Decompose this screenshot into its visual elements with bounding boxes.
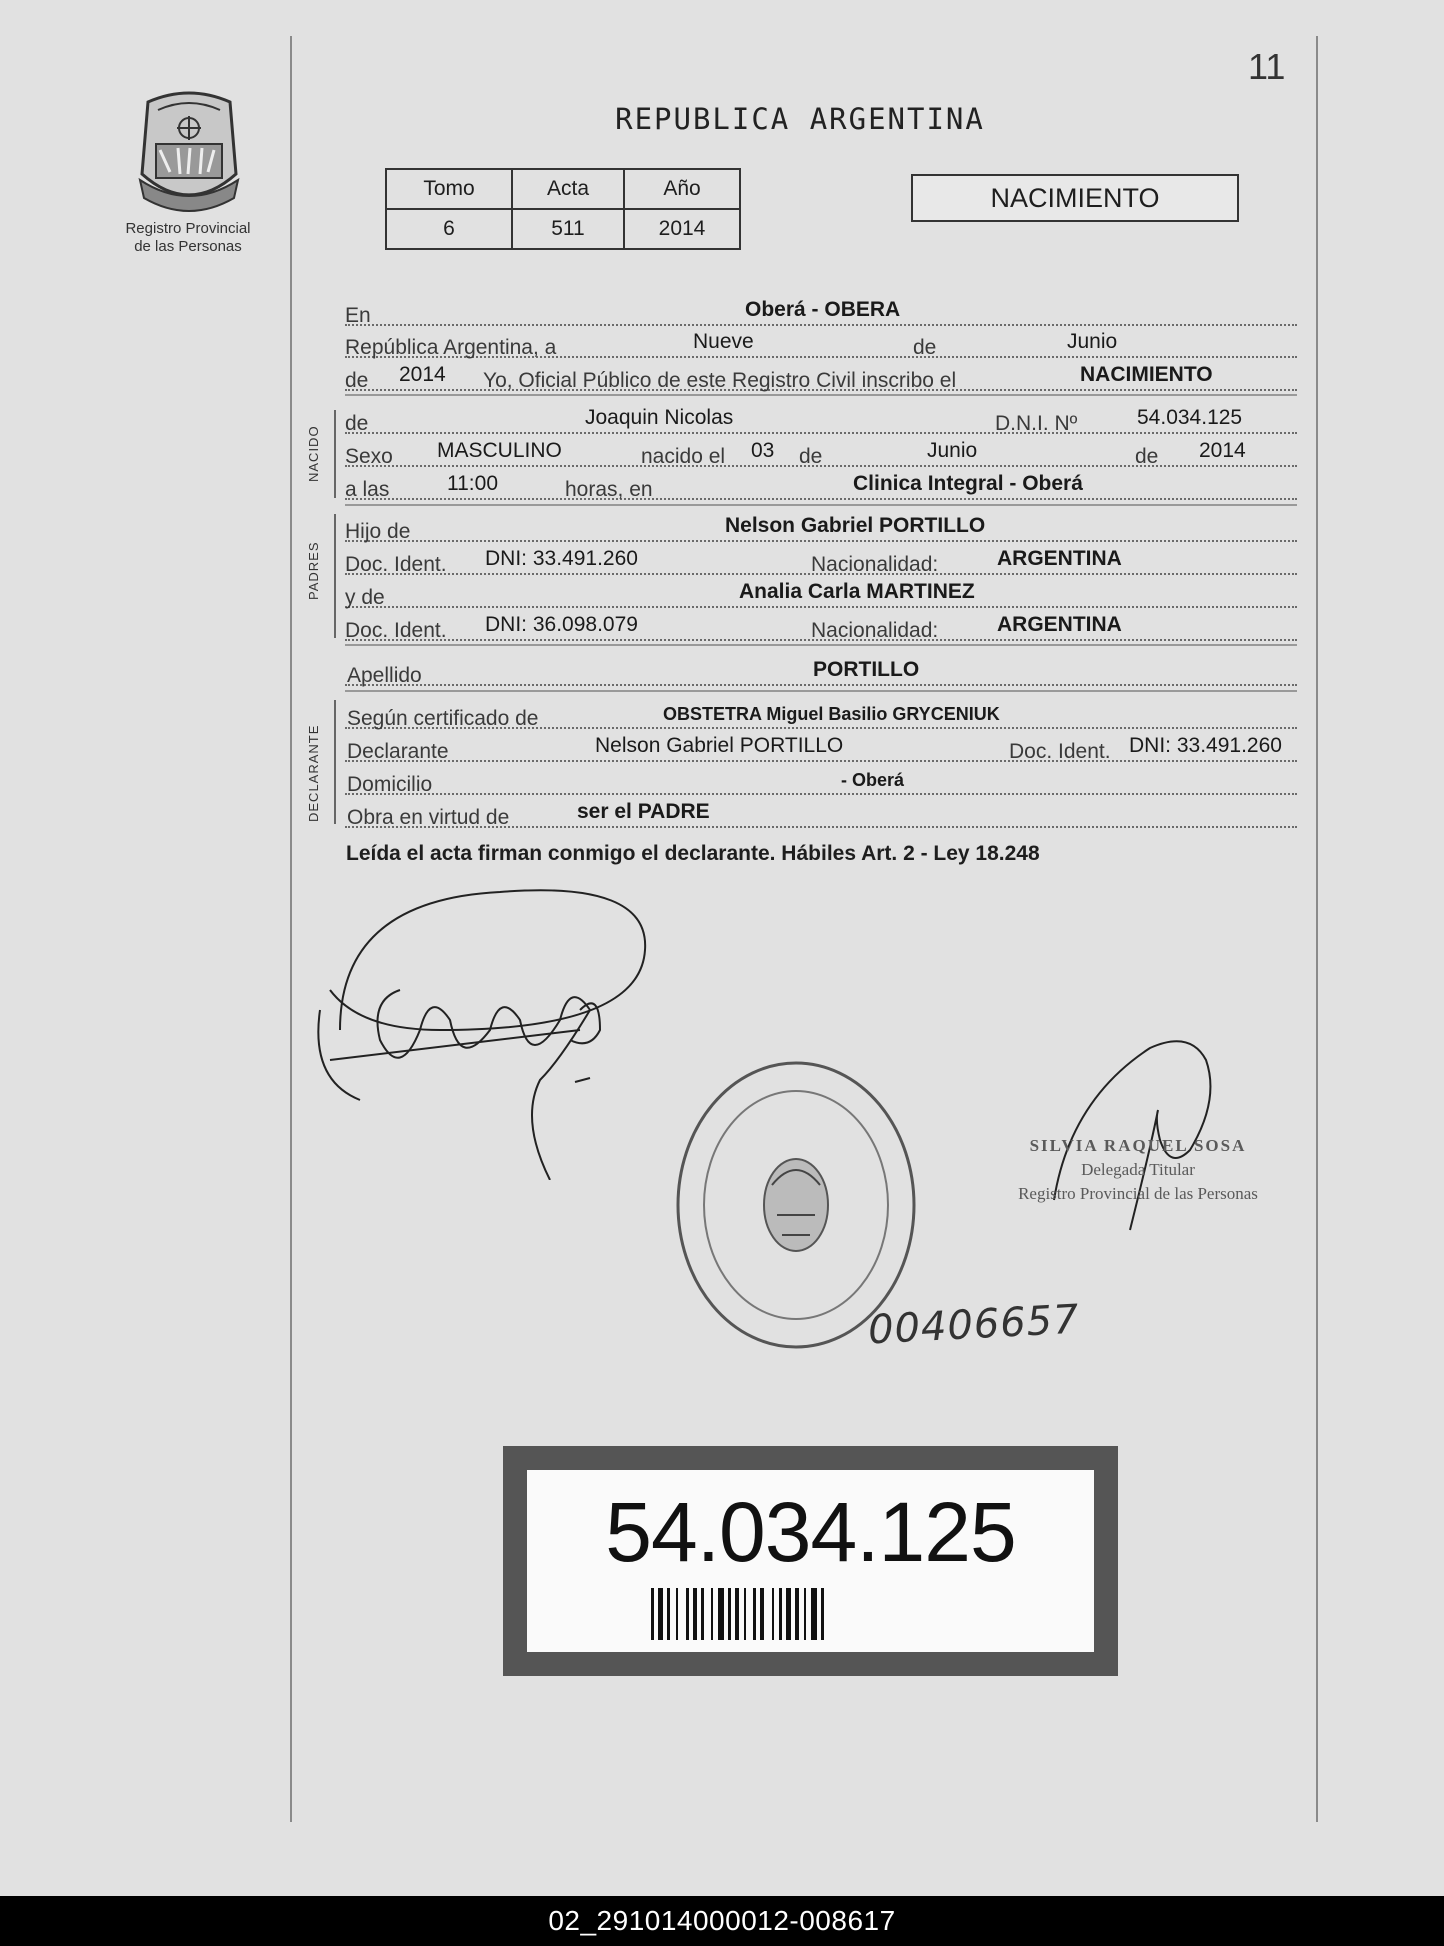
line-time-place xyxy=(345,464,1297,500)
cert-label: Según certificado de xyxy=(347,707,539,730)
registry-caption-line2: de las Personas xyxy=(134,238,242,255)
de-label: de xyxy=(345,412,369,435)
dni-sticker-number: 54.034.125 xyxy=(605,1485,1016,1579)
birth-day: 03 xyxy=(751,439,775,462)
alas-label: a las xyxy=(345,478,390,501)
line-sex-birth xyxy=(345,431,1297,467)
sexo-value: MASCULINO xyxy=(437,439,562,462)
birth-year: 2014 xyxy=(1199,439,1246,462)
de-label: de xyxy=(913,336,937,359)
registry-caption xyxy=(100,220,276,256)
barcode-bar xyxy=(744,1588,746,1640)
dni-sticker xyxy=(503,1446,1118,1676)
closing-statement: Leída el acta firman conmigo el declarante. Hábiles Art. 2 - Ley 18.248 xyxy=(346,842,1040,865)
line-declarant xyxy=(345,726,1297,762)
barcode-bar xyxy=(811,1588,817,1640)
acta-header: Acta xyxy=(512,169,624,209)
anio-value: 2014 xyxy=(624,209,740,249)
barcode-bar xyxy=(821,1588,824,1640)
yde-label: y de xyxy=(345,586,385,609)
tomo-value: 6 xyxy=(386,209,512,249)
anio-header: Año xyxy=(624,169,740,209)
handwritten-number: 00406657 xyxy=(866,1296,1081,1354)
doc-label: Doc. Ident. xyxy=(1009,740,1111,763)
officer-role: Delegada Titular xyxy=(1081,1160,1195,1179)
obra-label: Obra en virtud de xyxy=(347,806,510,829)
mother-nationality: ARGENTINA xyxy=(997,613,1122,636)
de2-label: de xyxy=(345,369,369,392)
birth-place: Clinica Integral - Oberá xyxy=(853,472,1083,495)
tomo-header: Tomo xyxy=(386,169,512,209)
barcode-bar xyxy=(658,1588,663,1640)
mother-doc: DNI: 36.098.079 xyxy=(485,613,638,636)
child-name: Joaquin Nicolas xyxy=(585,406,734,429)
officer-name: SILVIA RAQUEL SOSA xyxy=(1029,1136,1247,1155)
registry-caption-line1: Registro Provincial xyxy=(125,220,251,237)
line-certificate xyxy=(345,693,1297,729)
line-date xyxy=(345,322,1297,358)
dni-label: D.N.I. Nº xyxy=(995,412,1078,435)
document-type-box: NACIMIENTO xyxy=(911,174,1239,222)
barcode-bar xyxy=(735,1588,739,1640)
padres-bracket xyxy=(334,514,336,638)
barcode-bar xyxy=(728,1588,731,1640)
apellido-label: Apellido xyxy=(347,664,422,687)
line-reason xyxy=(345,792,1297,828)
birth-time: 11:00 xyxy=(447,472,498,495)
reference-table xyxy=(385,168,741,250)
barcode-bar xyxy=(804,1588,806,1640)
dni-sticker-inner xyxy=(527,1470,1094,1652)
year-value: 2014 xyxy=(399,363,446,386)
footer-filename: 02_291014000012-008617 xyxy=(0,1896,1444,1946)
domicilio-label: Domicilio xyxy=(347,773,433,796)
declarante-bracket xyxy=(334,700,336,824)
acta-value: 511 xyxy=(512,209,624,249)
barcode-bar xyxy=(667,1588,670,1640)
padres-section-label: PADRES xyxy=(306,541,321,600)
doc-label: Doc. Ident. xyxy=(345,619,447,642)
barcode-bar xyxy=(676,1588,678,1640)
domicile-value: - Oberá xyxy=(841,770,905,790)
day-value: Nueve xyxy=(693,330,754,353)
page-number: 11 xyxy=(1248,46,1286,87)
reason-value: ser el PADRE xyxy=(577,800,710,823)
line-mother xyxy=(345,572,1297,608)
de-label: de xyxy=(1135,445,1159,468)
surname-value: PORTILLO xyxy=(813,658,920,681)
barcode-bar xyxy=(651,1588,654,1640)
declarant-signature xyxy=(300,880,660,1180)
barcode-bar xyxy=(701,1588,704,1640)
nacido-bracket xyxy=(334,410,336,498)
right-margin-line xyxy=(1316,36,1318,1822)
father-nationality: ARGENTINA xyxy=(997,547,1122,570)
line-father-doc xyxy=(345,539,1297,575)
place-value: Oberá - OBERA xyxy=(745,298,901,321)
registration-value: NACIMIENTO xyxy=(1080,363,1213,386)
father-name: Nelson Gabriel PORTILLO xyxy=(725,514,986,537)
declarante-section-label: DECLARANTE xyxy=(306,724,321,822)
nacido-label: nacido el xyxy=(641,445,726,468)
barcode xyxy=(651,1588,1021,1640)
hijo-label: Hijo de xyxy=(345,520,411,543)
mother-name: Analia Carla MARTINEZ xyxy=(739,580,975,603)
barcode-bar xyxy=(693,1588,697,1640)
declarant-doc: DNI: 33.491.260 xyxy=(1129,734,1282,757)
barcode-bar xyxy=(772,1588,774,1640)
birth-month: Junio xyxy=(927,439,978,462)
line-domicile xyxy=(345,759,1297,795)
officer-signature xyxy=(1040,1020,1250,1240)
line-child-name xyxy=(345,398,1297,434)
barcode-bar xyxy=(795,1588,799,1640)
barcode-bar xyxy=(786,1588,791,1640)
certificate-value: OBSTETRA Miguel Basilio GRYCENIUK xyxy=(663,704,1000,724)
declarant-name: Nelson Gabriel PORTILLO xyxy=(595,734,844,757)
barcode-bar xyxy=(779,1588,782,1640)
officer-office: Registro Provincial de las Personas xyxy=(1018,1184,1258,1203)
barcode-bar xyxy=(753,1588,756,1640)
nacionalidad-label: Nacionalidad: xyxy=(811,553,939,576)
line-registration xyxy=(345,355,1297,391)
left-margin-line xyxy=(290,36,292,1822)
declarante-label: Declarante xyxy=(347,740,449,763)
separator xyxy=(345,394,1297,396)
line-father xyxy=(345,506,1297,542)
barcode-bar xyxy=(686,1588,689,1640)
month-value: Junio xyxy=(1067,330,1118,353)
de-label: de xyxy=(799,445,823,468)
separator xyxy=(345,690,1297,692)
officer-stamp-text xyxy=(1008,1134,1268,1206)
officer-text: Yo, Oficial Público de este Registro Civil inscribo el xyxy=(483,369,957,392)
country-label: República Argentina, a xyxy=(345,336,557,359)
line-surname xyxy=(345,650,1297,686)
doc-label: Doc. Ident. xyxy=(345,553,447,576)
en-label: En xyxy=(345,304,371,327)
father-doc: DNI: 33.491.260 xyxy=(485,547,638,570)
separator xyxy=(345,644,1297,646)
line-place xyxy=(345,290,1297,326)
child-dni: 54.034.125 xyxy=(1137,406,1243,429)
barcode-bar xyxy=(760,1588,764,1640)
barcode-bar xyxy=(711,1588,713,1640)
province-seal-logo xyxy=(118,88,260,216)
horas-label: horas, en xyxy=(565,478,653,501)
barcode-bar xyxy=(718,1588,724,1640)
nacionalidad-label: Nacionalidad: xyxy=(811,619,939,642)
line-mother-doc xyxy=(345,605,1297,641)
sexo-label: Sexo xyxy=(345,445,393,468)
document-title: REPUBLICA ARGENTINA xyxy=(615,102,985,136)
nacido-section-label: NACIDO xyxy=(306,425,321,482)
